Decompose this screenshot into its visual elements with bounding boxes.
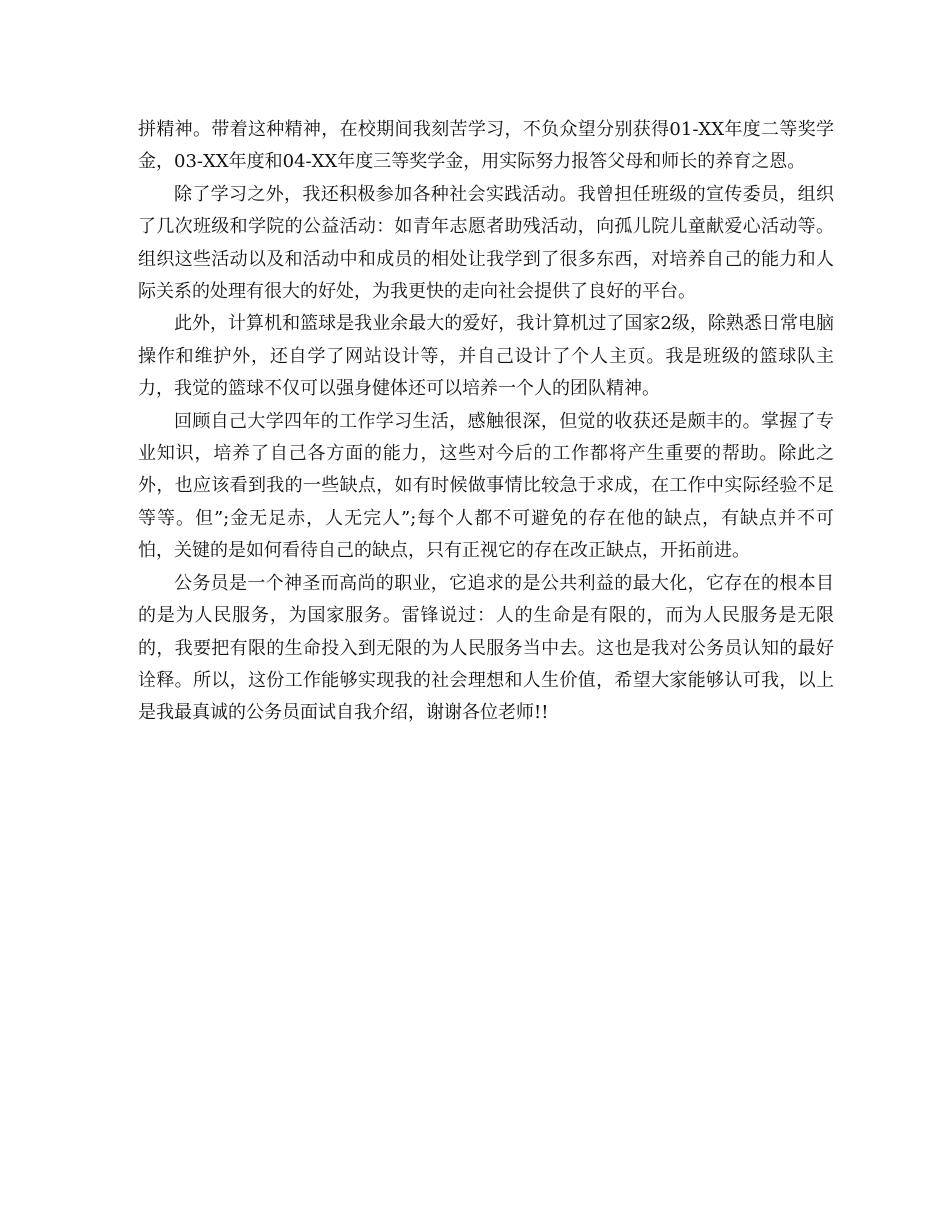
paragraph-social-practice: 除了学习之外，我还积极参加各种社会实践活动。我曾担任班级的宣传委员，组织了几次班级和学院的公益活动：如青年志愿者助残活动，向孤儿院儿童献爱心活动等。组织这些活动以及和活动中和成员的相处让我学到了很多东西，对培养自己的能力和人际关系的处理有很大的好处，为我更快的走向社会提供了良好的平台。 [138,183,834,303]
paragraph-scholarships: 拼精神。带着这种精神，在校期间我刻苦学习，不负众望分别获得01-XX年度二等奖学金，03-XX年度和04-XX年度三等奖学金，用实际努力报答父母和师长的养育之恩。 [138,119,834,173]
paragraph-reflection: 回顾自己大学四年的工作学习生活，感触很深，但觉的收获还是颇丰的。掌握了专业知识，培养了自己各方面的能力，这些对今后的工作都将产生重要的帮助。除此之外，也应该看到我的一些缺点，如有时候做事情比较急于求成，在工作中实际经验不足等等。但”;金无足赤，人无完人”;每个人都不可避免的存在他的缺点，有缺点并不可怕，关键的是如何看待自己的缺点，只有正视它的存在改正缺点，开拓前进。 [138,410,834,562]
paragraph-civil-servant: 公务员是一个神圣而高尚的职业，它追求的是公共利益的最大化，它存在的根本目的是为人民服务，为国家服务。雷锋说过：人的生命是有限的，而为人民服务是无限的，我要把有限的生命投入到无限的为人民服务当中去。这也是我对公务员认知的最好诠释。所以，这份工作能够实现我的社会理想和人生价值，希望大家能够认可我，以上是我最真诚的公务员面试自我介绍，谢谢各位老师!! [138,572,834,724]
document-body [138,114,834,730]
paragraph-hobbies: 此外，计算机和篮球是我业余最大的爱好，我计算机过了国家2级，除熟悉日常电脑操作和维护外，还自学了网站设计等，并自己设计了个人主页。我是班级的篮球队主力，我觉的篮球不仅可以强身健体还可以培养一个人的团队精神。 [138,313,834,400]
